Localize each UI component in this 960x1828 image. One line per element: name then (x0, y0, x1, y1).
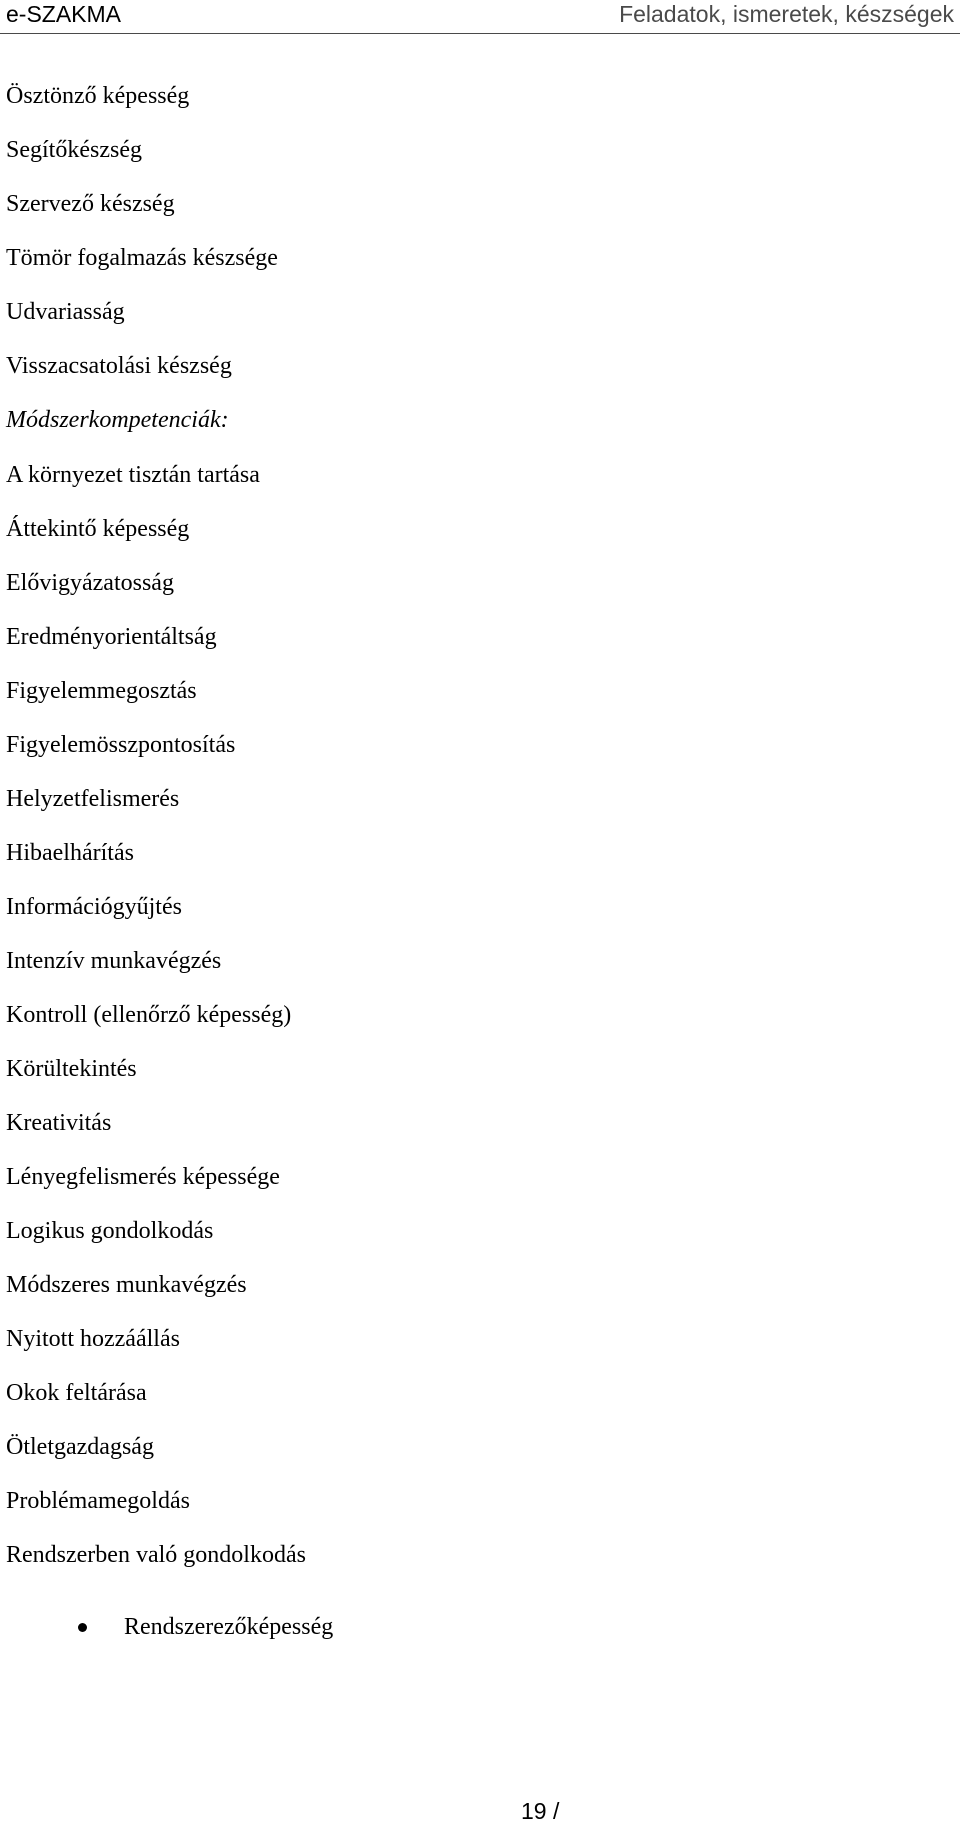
bullet-icon (78, 1623, 87, 1632)
list-item: Figyelemmegosztás (6, 678, 197, 704)
header-section-title: Feladatok, ismeretek, készségek (619, 1, 954, 27)
list-item: Szervező készség (6, 191, 175, 217)
list-item: Nyitott hozzáállás (6, 1326, 180, 1352)
bullet-list-item (84, 1607, 333, 1647)
list-item: Intenzív munkavégzés (6, 948, 222, 974)
list-item: Udvariasság (6, 299, 125, 325)
list-item: Körültekintés (6, 1056, 137, 1082)
list-item: Tömör fogalmazás készsége (6, 245, 278, 271)
header-brand: e-SZAKMA (6, 1, 122, 27)
list-item: Rendszerben való gondolkodás (6, 1542, 306, 1568)
list-item: Ötletgazdagság (6, 1434, 154, 1460)
page-header (0, 0, 960, 28)
list-item: Hibaelhárítás (6, 840, 134, 866)
list-item: Kreativitás (6, 1110, 112, 1136)
header-divider (0, 33, 960, 34)
list-item: Problémamegoldás (6, 1488, 190, 1514)
page-number: 19 / (521, 1798, 560, 1824)
list-item: Eredményorientáltság (6, 624, 217, 650)
section-heading: Módszerkompetenciák: (6, 407, 229, 433)
list-item: Kontroll (ellenőrző képesség) (6, 1002, 292, 1028)
list-item: Ösztönző képesség (6, 83, 190, 109)
list-item: Segítőkészség (6, 137, 142, 163)
list-item: Helyzetfelismerés (6, 786, 180, 812)
list-item: A környezet tisztán tartása (6, 462, 260, 488)
list-item: Elővigyázatosság (6, 570, 174, 596)
list-item: Figyelemösszpontosítás (6, 732, 236, 758)
list-item: Módszeres munkavégzés (6, 1272, 247, 1298)
list-item: Logikus gondolkodás (6, 1218, 214, 1244)
bullet-item-text: Rendszerezőképesség (124, 1614, 334, 1640)
list-item: Visszacsatolási készség (6, 353, 232, 379)
list-item: Okok feltárása (6, 1380, 147, 1406)
list-item: Áttekintő képesség (6, 516, 190, 542)
list-item: Lényegfelismerés képessége (6, 1164, 280, 1190)
competency-list (6, 76, 306, 1589)
list-item: Információgyűjtés (6, 894, 182, 920)
